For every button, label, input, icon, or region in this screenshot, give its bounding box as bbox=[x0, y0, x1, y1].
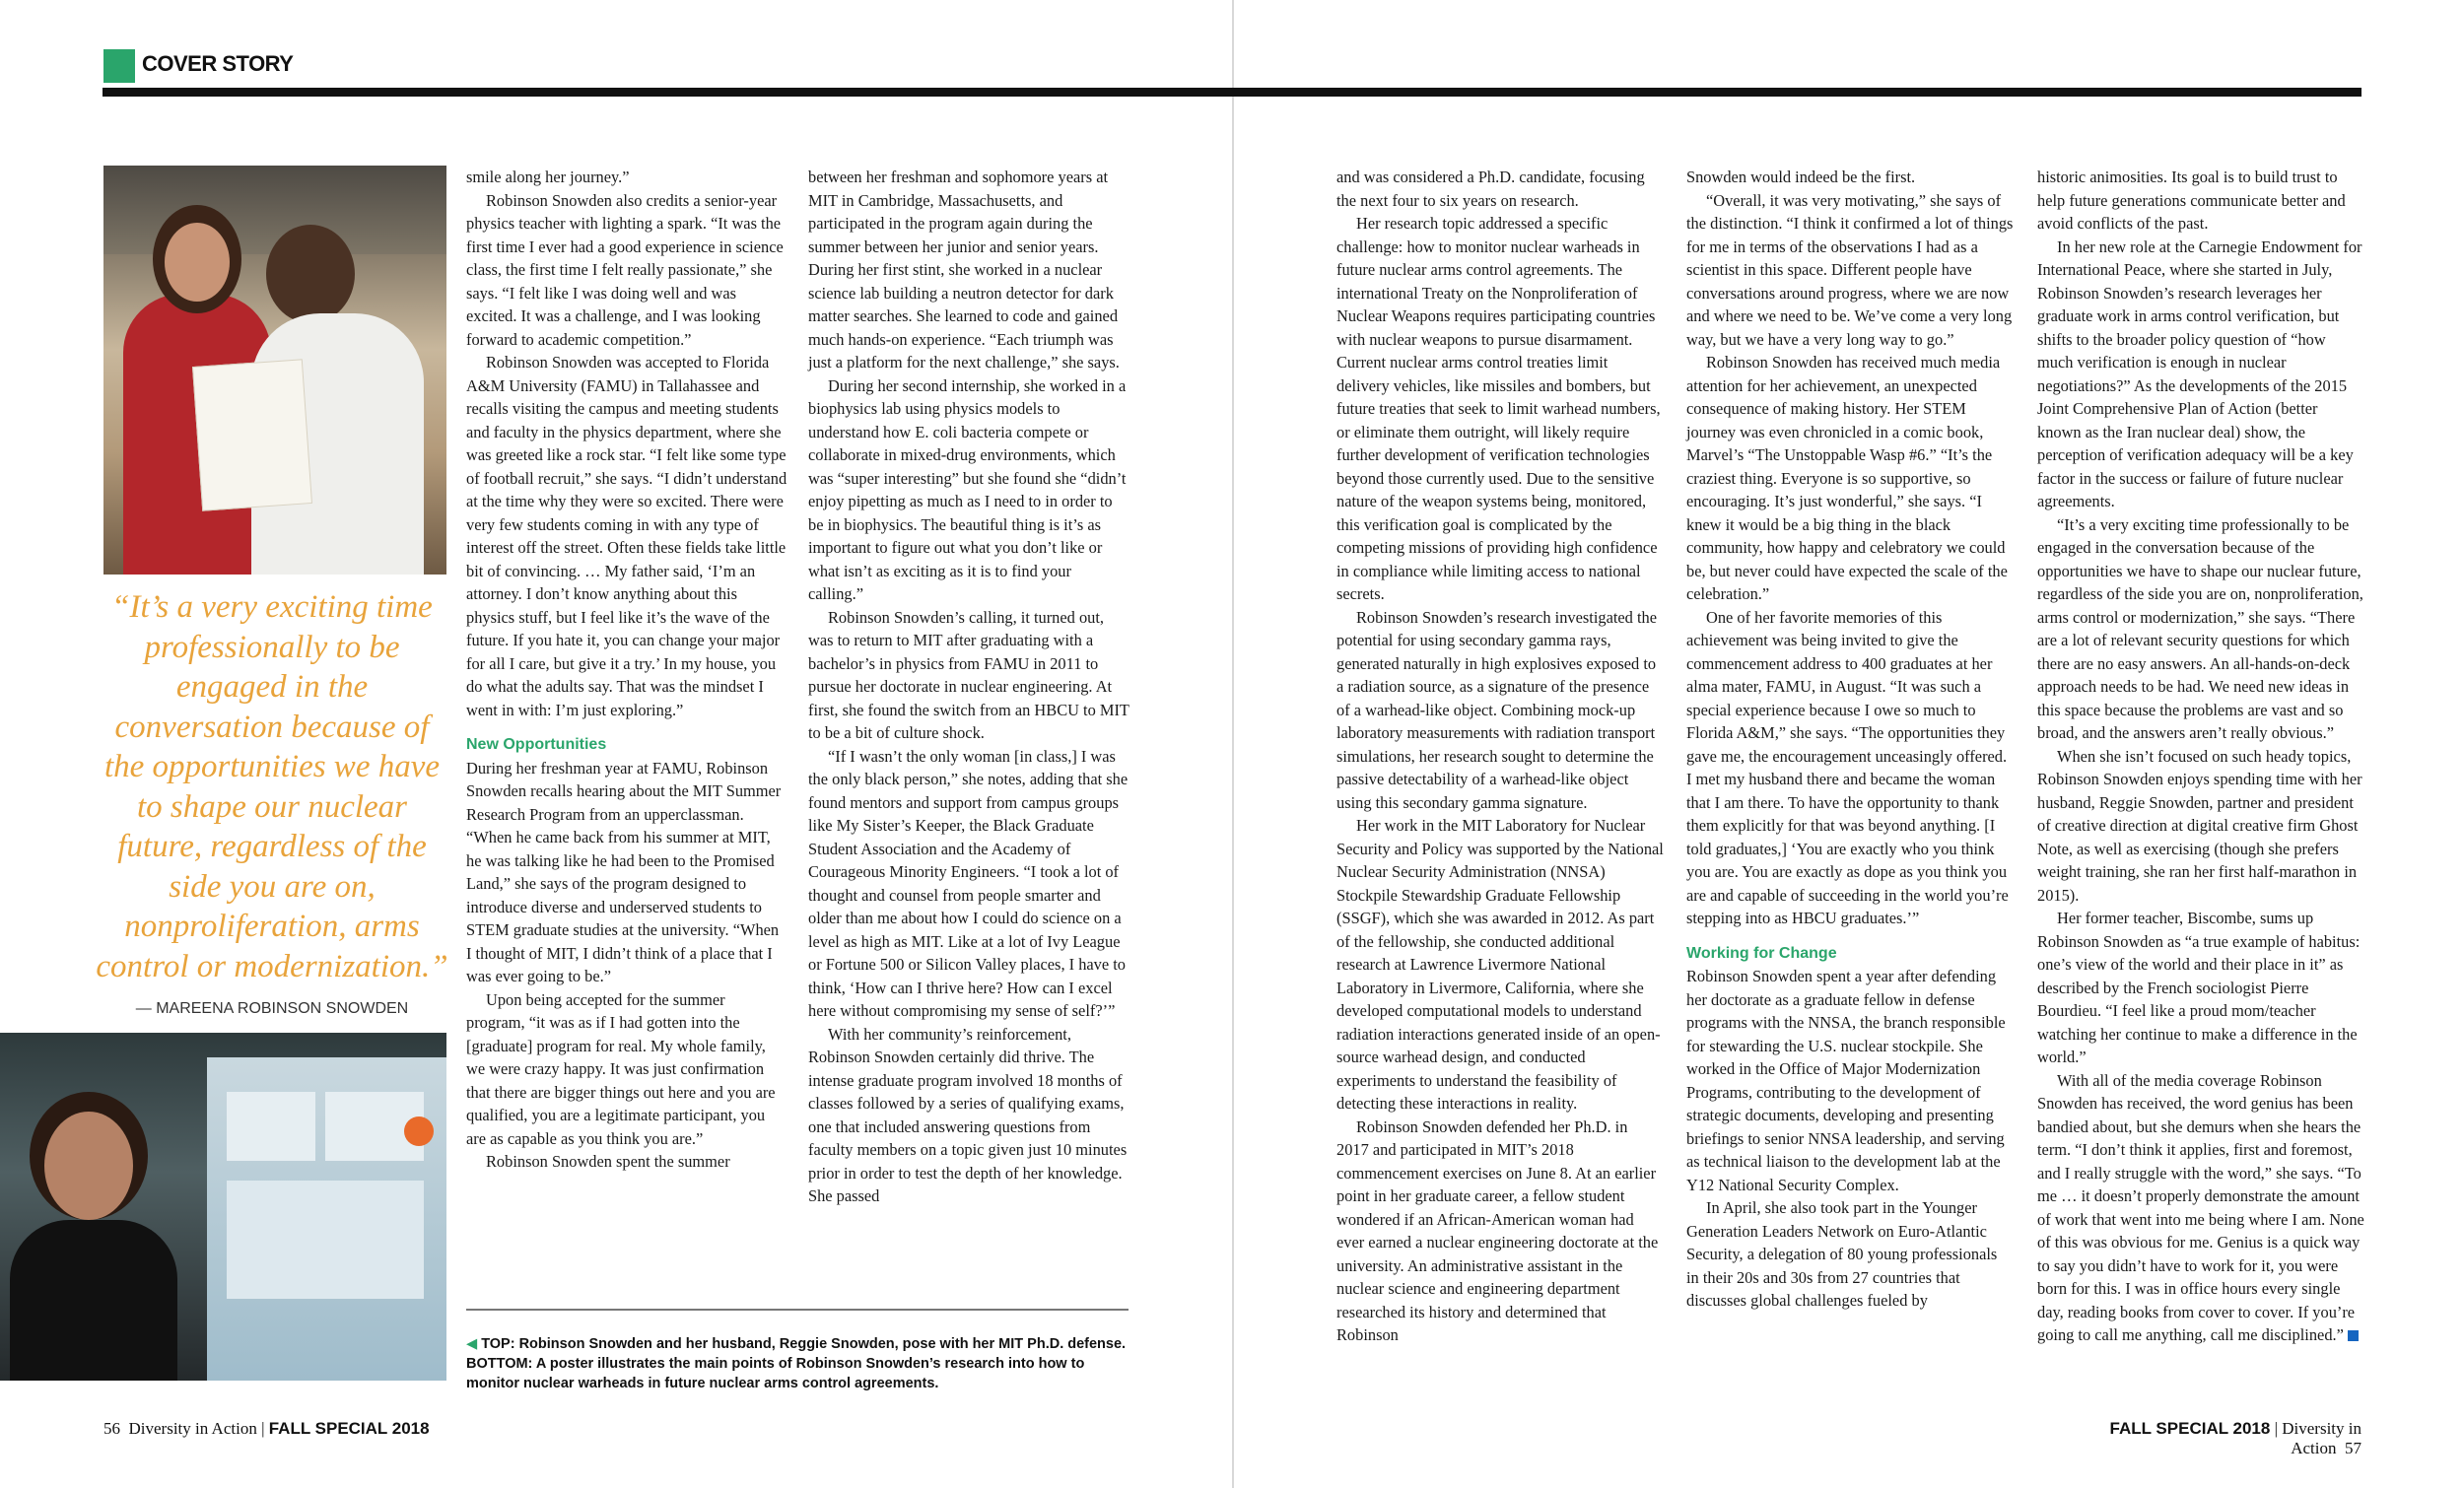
paragraph: “It’s a very exciting time professionally to be engaged in the conversation because of the opportunities we have to shape our nuclear future, regardless of the side you are on, nonproliferation, arms control or modernization,” she says. “There are a lot of relevant security questions for which there are no easy answers. An all-hands-on-deck approach needs to be had. We need new ideas in this space because the problems are vast and so broad, and the answers aren’t really obvious.” bbox=[2037, 514, 2363, 742]
paragraph: Robinson Snowden’s calling, it turned out, was to return to MIT after graduating with a bachelor’s in physics from FAMU in 2011 to pursue her doctorate in nuclear engineering. At first, she found the switch from an HBCU to MIT to be a bit of culture shock. bbox=[808, 607, 1129, 742]
magazine-name: Diversity in Action bbox=[128, 1419, 257, 1438]
issue-name: FALL SPECIAL 2018 bbox=[2109, 1419, 2271, 1438]
right-folio bbox=[2060, 1419, 2361, 1458]
left-folio bbox=[103, 1419, 430, 1439]
end-mark-icon bbox=[2348, 1330, 2359, 1341]
subheading-new-opportunities: New Opportunities bbox=[466, 736, 607, 753]
left-column-1 bbox=[466, 166, 787, 1174]
paragraph: “If I wasn’t the only woman [in class,] I was the only black person,” she notes, adding that she found mentors and support from campus groups like My Sister’s Keeper, the Black Graduate Student Association and the Academy of Courageous Minority Engineers. “I took a lot of thought and counsel from people smarter and older than me about how I could do science on a level as high as MIT. Like at a lot of Ivy League or Fortune 500 or Silicon Valley places, I have to think, ‘How can I thrive here? How can I excel here without compromising my sense of self?’” bbox=[808, 746, 1129, 1020]
pull-quote-attribution: — MAREENA ROBINSON SNOWDEN bbox=[135, 1000, 409, 1017]
paragraph: Robinson Snowden was accepted to Florida A&M University (FAMU) in Tallahassee and recalls visiting the campus and meeting students and faculty in the physics department, where she was greeted like a rock star. “I felt like some type of football recruit,” she says. “I didn’t understand at the time why they were so excited. There were very few students coming in with any type of interest off the street. Often these fields take little bit of convincing. … My father said, ‘I’m an attorney. I don’t know anything about this physics stuff, but I feel like it’s the wave of the future. If you hate it, you can change your major for all I care, but give it a try.’ In my house, you do what the adults say. That was the mindset I went in with: I’m just exploring.” bbox=[466, 353, 787, 719]
paragraph: In her new role at the Carnegie Endowment for International Peace, where she started in July, Robinson Snowden’s research leverages her graduate work in arms control verification, but shifts to the broader policy question of “how much verification is enough in nuclear negotiations?” As the developments of the 2015 Joint Comprehensive Plan of Action (better known as the Iran nuclear deal) show, the perception of verification adequacy will be a key factor in the success or failure of future nuclear agreements. bbox=[2037, 237, 2362, 510]
section-label: COVER STORY bbox=[142, 51, 294, 76]
folio-separator: | bbox=[261, 1419, 265, 1438]
paragraph: Her work in the MIT Laboratory for Nuclear Security and Policy was supported by the National Nuclear Security Administration (NNSA) Stockpile Stewardship Graduate Fellowship (SSGF), which she was awarded in 2012. As part of the fellowship, she conducted additional research at Lawrence Livermore National Laboratory in Livermore, California, where she developed computational models to understand radiation interactions generated inside of an open-source warhead design, and conducted experiments to understand the feasibility of detecting these interactions in reality. bbox=[1336, 816, 1664, 1113]
right-column-1 bbox=[1336, 166, 1664, 1347]
paragraph: Her research topic addressed a specific challenge: how to monitor nuclear warheads in future nuclear arms control agreements. The international Treaty on the Nonproliferation of Nuclear Weapons requires participating countries with nuclear weapons to pursue disarmament. Current nuclear arms control treaties limit delivery vehicles, like missiles and bombers, but future treaties that seek to limit warhead numbers, or eliminate them outright, will likely require further development of verification technologies beyond those currently used. Due to the sensitive nature of the weapon systems being, monitored, this verification goal is complicated by the competing missions of providing high confidence in compliance while limiting access to national secrets. bbox=[1336, 214, 1661, 603]
paragraph bbox=[2037, 1069, 2364, 1347]
paragraph: and was considered a Ph.D. candidate, focusing the next four to six years on research. bbox=[1336, 168, 1645, 210]
paragraph: historic animosities. Its goal is to build trust to help future generations communicate better and avoid conflicts of the past. bbox=[2037, 168, 2346, 233]
magazine-name: Diversity in Action bbox=[2282, 1419, 2361, 1457]
paragraph: Robinson Snowden spent the summer bbox=[486, 1152, 730, 1171]
paragraph: When she isn’t focused on such heady topics, Robinson Snowden enjoys spending time with her husband, Reggie Snowden, partner and president of creative direction at digital creative firm Ghost Note, as well as exercising (though she prefers weight training, she ran her first half-marathon in 2015). bbox=[2037, 746, 2362, 905]
paragraph: One of her favorite memories of this achievement was being invited to give the commencement address to 400 graduates at her alma mater, FAMU, in August. “It was such a special experience because I owe so much to Florida A&M,” she says. “The opportunities they gave me, the encouragement unceasingly offered. I met my husband there and became the woman that I am there. To have the opportunity to thank them explicitly for that was beyond anything. [I told graduates,] ‘You are exactly who you think you are. You are exactly as dope as you think you are and capable of succeeding in the world you’re stepping into as HBCU graduates.’” bbox=[1686, 607, 2009, 927]
photo-caption bbox=[466, 1334, 1127, 1393]
page-number: 56 bbox=[103, 1419, 120, 1438]
pull-quote: “It’s a very exciting time professionally to be engaged in the conversation because of the opportunities we have to shape our nuclear future, regardless of the side you are on, nonproliferation, arms control or modernization.” bbox=[96, 589, 448, 984]
right-page bbox=[1234, 0, 2464, 1488]
poster-photo bbox=[0, 1033, 446, 1381]
caption-arrow-icon: ◀ bbox=[466, 1336, 478, 1352]
section-color-block bbox=[103, 49, 135, 83]
paragraph: During her second internship, she worked in a biophysics lab using physics models to understand how E. coli bacteria compete or collaborate in mixed-drug environments, which was “super interesting” but she found she “didn’t enjoy pipetting as much as I need to in order to be in biophysics. The beautiful thing is it’s as important to figure out what you don’t like or what isn’t as exciting as it is to find your calling.” bbox=[808, 375, 1127, 603]
couple-photo bbox=[103, 166, 446, 575]
right-column-2 bbox=[1686, 166, 2014, 1313]
paragraph: With her community’s reinforcement, Robinson Snowden certainly did thrive. The intense graduate program involved 18 months of classes followed by a series of qualifying exams, one that included answering questions from faculty members on a topic given just 10 minutes prior in order to test the depth of her knowledge. She passed bbox=[808, 1024, 1128, 1205]
caption-text: TOP: Robinson Snowden and her husband, Reggie Snowden, pose with her MIT Ph.D. defense. BOTTOM: A poster illustrates the main points of Robinson Snowden’s research into how to monitor nuclear warheads in future nuclear arms control agreements. bbox=[466, 1336, 1127, 1391]
paragraph: During her freshman year at FAMU, Robinson Snowden recalls hearing about the MIT Summer Research Program from an upperclassman. “When he came back from his summer at MIT, he was talking like he had been to the Promised Land,” she says of the program designed to introduce diverse and underserved students to STEM graduate studies at the university. “When I thought of MIT, I didn’t think of a place that I was ever going to be.” bbox=[466, 758, 782, 985]
left-column-2 bbox=[808, 166, 1129, 1208]
folio-separator: | bbox=[2274, 1419, 2278, 1438]
paragraph: Robinson Snowden has received much media attention for her achievement, an unexpected consequence of making history. Her STEM journey was even chronicled in a comic book, Marvel’s “The Unstoppable Wasp #6.” “It’s the craziest thing. Everyone is so supportive, so encouraging. It’s just wonderful,” she says. “I knew it would be a big thing in the black community, how happy and celebratory we could be, but never could have expected the scale of the celebration.” bbox=[1686, 353, 2008, 603]
paragraph: Robinson Snowden’s research investigated the potential for using secondary gamma rays, generated naturally in high explosives exposed to a radiation source, as a signature of the presence of a warhead-like object. Combining mock-up laboratory measurements with radiation transport simulations, her research sought to determine the passive detectability of a warhead-like object using this secondary gamma signature. bbox=[1336, 607, 1657, 812]
page-number: 57 bbox=[2345, 1439, 2361, 1457]
paragraph: “Overall, it was very motivating,” she says of the distinction. “I think it confirmed a lot of things for me in terms of the observations I had as a scientist in this space. Different people have conversations around progress, where we are now and where we need to be. We’ve come a very long way, but we have a very long way to go.” bbox=[1686, 190, 2014, 349]
paragraph: In April, she also took part in the Younger Generation Leaders Network on Euro-Atlantic Security, a delegation of 80 young professionals in their 20s and 30s from 27 countries that discusses global challenges fueled by bbox=[1686, 1198, 1998, 1310]
paragraph-text: With all of the media coverage Robinson Snowden has received, the word genius has been bandied about, but she demurs when she hears the term. “I don’t think it applies, first and foremost, and I really struggle with the word,” she says. “To me … it doesn’t properly demonstrate the amount of work that went into me being where I am. None of this was obvious for me. Genius is a quick way to say you didn’t have to work for it, you were born for this. I was in office hours every single day, reading books from cover to cover. If you’re going to call me anything, call me disciplined.” bbox=[2037, 1070, 2364, 1344]
paragraph: Robinson Snowden defended her Ph.D. in 2017 and participated in MIT’s 2018 commencement exercises on June 8. At an earlier point in her graduate career, a fellow student wondered if an African-American woman had ever earned a nuclear engineering doctorate at the university. An administrative assistant in the nuclear science and engineering department researched its history and determined that Robinson bbox=[1336, 1116, 1659, 1344]
caption-divider bbox=[466, 1309, 1129, 1311]
header-rule bbox=[103, 88, 2361, 97]
paragraph: Robinson Snowden spent a year after defending her doctorate as a graduate fellow in defense programs with the NNSA, the branch responsible for stewarding the U.S. nuclear stockpile. She worked in the Office of Major Modernization Programs, contributing to the development of strategic documents, developing and presenting briefings to senior NNSA leadership, and serving as technical liaison to the development lab at the Y12 National Security Complex. bbox=[1686, 967, 2006, 1194]
right-column-3 bbox=[2037, 166, 2364, 1347]
paragraph: Robinson Snowden also credits a senior-year physics teacher with lighting a spark. “It was the first time I ever had a good experience in science class, the first time I felt really passionate,” she says. “I felt like I was doing well and was excited. It was a challenge, and I was looking forward to academic competition.” bbox=[466, 190, 784, 349]
paragraph: smile along her journey.” bbox=[466, 168, 630, 186]
paragraph: Her former teacher, Biscombe, sums up Robinson Snowden as “a true example of habitus: one’s view of the world and their place in it” as described by the French sociologist Pierre Bourdieu. “I feel like a proud mom/teacher watching her continue to make a difference in the world.” bbox=[2037, 909, 2361, 1066]
paragraph: between her freshman and sophomore years at MIT in Cambridge, Massachusetts, and participated in the program again during the summer between her junior and senior years. During her first stint, she worked in a nuclear science lab building a neutron detector for dark matter searches. She learned to code and gained much hands-on experience. “Each triumph was just a platform for the next challenge,” she says. bbox=[808, 168, 1120, 372]
issue-name: FALL SPECIAL 2018 bbox=[268, 1419, 430, 1438]
subheading-working-for-change: Working for Change bbox=[1686, 944, 1837, 962]
paragraph: Upon being accepted for the summer program, “it was as if I had gotten into the [graduate] program for real. My whole family, we were crazy happy. It was just confirmation that there are bigger things out here and you are qualified, you are a legitimate participant, you are as capable as you think you are.” bbox=[466, 989, 776, 1148]
paragraph: Snowden would indeed be the first. bbox=[1686, 168, 1916, 186]
